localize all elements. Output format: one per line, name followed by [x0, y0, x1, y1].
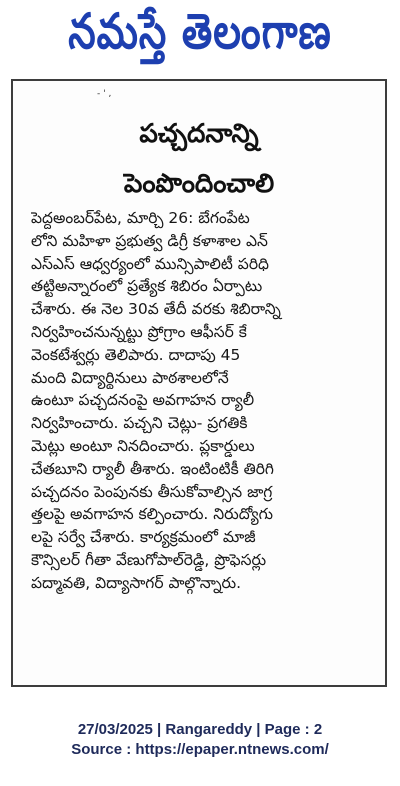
- footer-date-edition: 27/03/2025 | Rangareddy | Page : 2: [77, 721, 323, 738]
- body-line: మెట్లు అంటూ నినదించారు. ప్లకార్డులు: [31, 436, 255, 455]
- body-line: నిర్వహించారు. పచ్చని చెట్లు- ప్రగతికి: [31, 414, 248, 433]
- body-line: పెద్దఅంబర్‌పేట, మార్చి 26: బేగంపేట: [31, 209, 250, 227]
- body-line: లోని మహిళా ప్రభుత్వ డిగ్రీ కళాశాల ఎన్: [31, 231, 268, 250]
- footer-source-link[interactable]: Source : https://epaper.ntnews.com/: [71, 741, 329, 758]
- article-body: [31, 207, 369, 595]
- body-line: లపై సర్వే చేశారు. కార్యక్రమంలో మాజీ: [31, 528, 256, 547]
- body-line: కౌన్సిలర్ గీతా వేణుగోపాల్‌రెడ్డి, ప్రొఫెసర్లు: [31, 550, 267, 569]
- clipping-edge-marks: - ' ,: [97, 89, 112, 99]
- body-line: పచ్చదనం పెంపునకు తీసుకోవాల్సిన జాగ్ర: [31, 482, 273, 501]
- masthead: [0, 0, 400, 76]
- body-line: పద్మావతి, విద్యాసాగర్ పాల్గొన్నారు.: [31, 573, 242, 592]
- body-line: మంది విద్యార్థినులు పాఠశాలలోనే: [31, 368, 229, 387]
- body-line: చేశారు. ఈ నెల 30వ తేదీ వరకు శిబిరాన్ని: [31, 300, 281, 319]
- body-line: చేతబూని ర్యాలీ తీశారు. ఇంటింటికీ తిరిగి: [31, 459, 274, 478]
- headline-line-2: పెంపొందించాలి: [123, 169, 275, 199]
- newspaper-logo: నమస్తే తెలంగాణ: [68, 4, 332, 61]
- headline-line-1: పచ్చదనాన్ని: [139, 119, 259, 149]
- body-line: తట్టిఅన్నారంలో ప్రత్యేక శిబిరం ఏర్పాటు: [31, 277, 263, 296]
- body-line: త్తలపై అవగాహన కల్పించారు. నిరుద్యోగు: [31, 505, 274, 524]
- body-line: నిర్వహించనున్నట్టు ప్రోగ్రాం ఆఫీసర్ కే: [31, 322, 247, 341]
- article-clipping: [11, 79, 387, 687]
- body-line: వెంకటేశ్వర్లు తెలిపారు. దాదాపు 45: [31, 345, 241, 364]
- body-line: ఎస్ఎస్ ఆధ్వర్యంలో మున్సిపాలిటీ పరిధి: [31, 254, 269, 273]
- body-line: ఉంటూ పచ్చదనంపై అవగాహన ర్యాలీ: [31, 391, 255, 410]
